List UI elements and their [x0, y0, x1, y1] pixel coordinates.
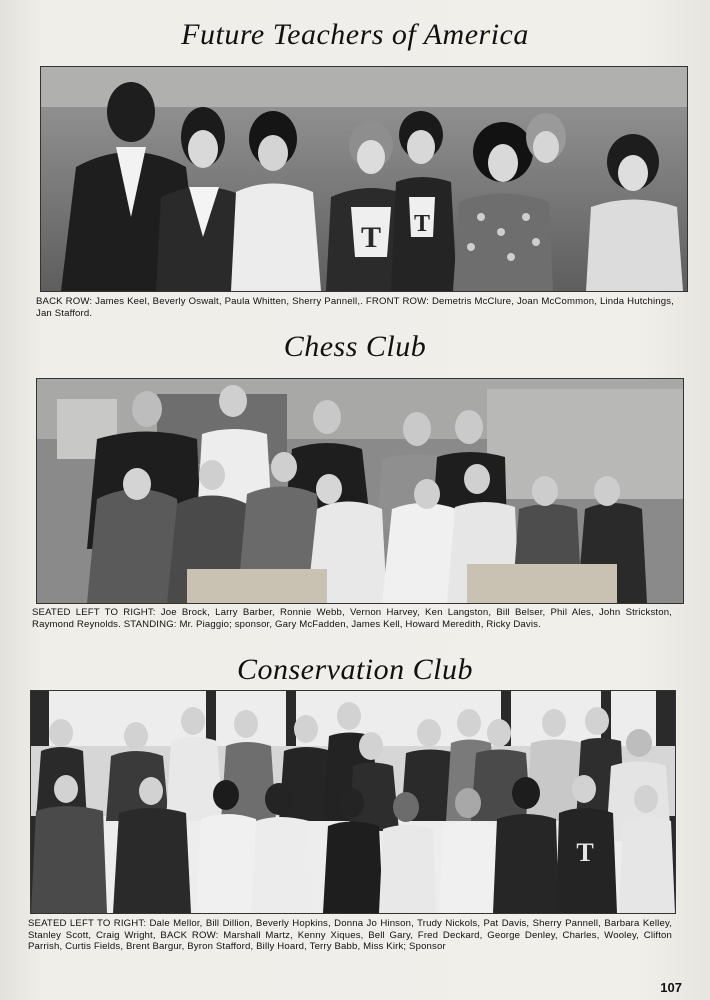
page-number: 107: [660, 980, 682, 995]
future-teachers-caption: BACK ROW: James Keel, Beverly Oswalt, Paula Whitten, Sherry Pannell,. FRONT ROW: Demetris McClure, Joan McCommon, Linda Hutchings, Jan Stafford.: [36, 296, 674, 319]
chess-club-caption: SEATED LEFT TO RIGHT: Joe Brock, Larry Barber, Ronnie Webb, Vernon Harvey, Ken Langston, Bill Belser, Phil Ales, John Strickston, Raymond Reynolds. STANDING: Mr. Piaggio; sponsor, Gary McFadden, James Kell, Howard Meredith, Ricky Davis.: [32, 607, 672, 630]
section-title-conservation-club: Conservation Club: [236, 653, 473, 686]
svg-text:T: T: [413, 211, 431, 237]
svg-text:T: T: [576, 838, 594, 867]
svg-text:T: T: [360, 221, 382, 254]
conservation-club-group-photo: [30, 690, 676, 914]
conservation-club-caption: SEATED LEFT TO RIGHT: Dale Mellor, Bill Dillion, Beverly Hopkins, Donna Jo Hinson, Trudy Nickols, Pat Davis, Sherry Pannell, Barbara Kelley, Stanley Scott, Craig Wright, BACK ROW: Marshall Martz, Kenny Xiques, Bell Gary, Fred Deckard, George Denley, Charles, Wooley, Clifton Parrish, Curtis Fields, Brent Bargur, Byron Stafford, Billy Hoard, Terry Babb, Miss Kirk; Sponsor: [28, 918, 672, 952]
section-title-chess-club: Chess Club: [283, 330, 427, 363]
chess-club-group-photo: [36, 378, 684, 604]
future-teachers-group-photo: [40, 66, 688, 292]
section-title-future-teachers: Future Teachers of America: [181, 18, 529, 51]
